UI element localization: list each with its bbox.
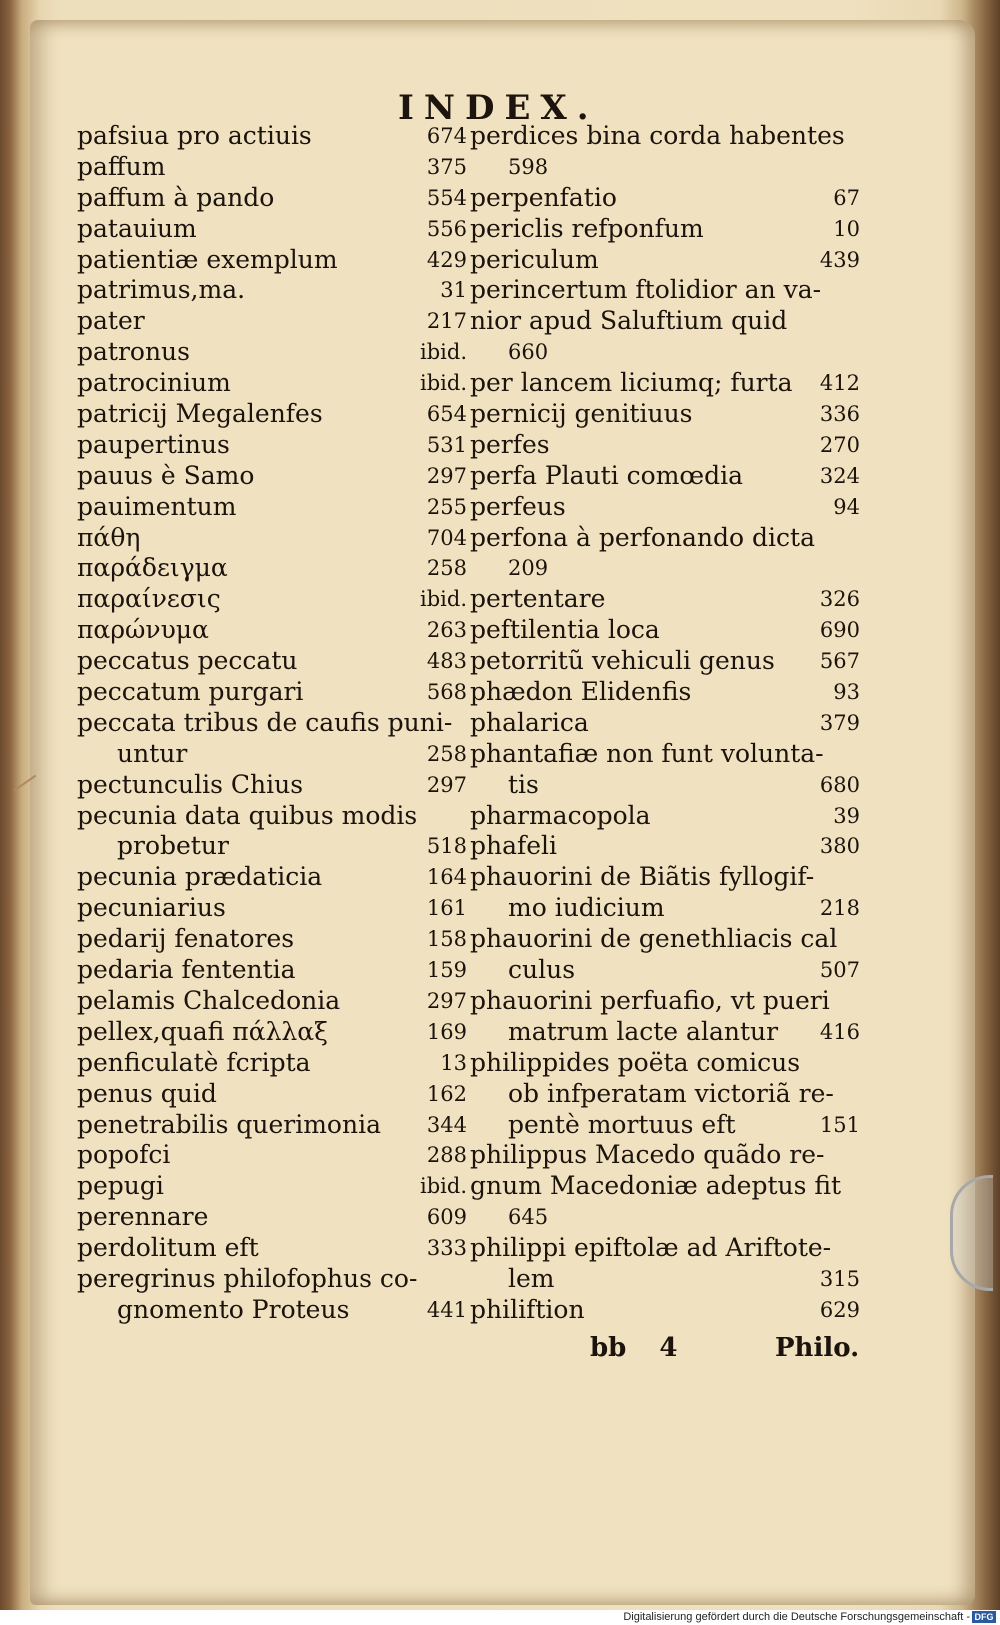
index-term: pecunia prædaticia — [77, 862, 323, 892]
index-entry — [77, 646, 467, 677]
index-entry — [77, 523, 467, 554]
index-term: petorritũ vehiculi genus — [470, 646, 775, 676]
index-term: phauorini de genethliacis cal — [470, 924, 838, 954]
page-clip-mark — [950, 1175, 993, 1291]
index-term: mo iudicium — [508, 893, 665, 923]
index-entry — [77, 1110, 467, 1141]
index-term: pertentare — [470, 584, 606, 614]
page-reference: 258 — [426, 556, 467, 581]
index-entry — [77, 584, 467, 615]
index-entry — [77, 1048, 467, 1079]
page-reference: 31 — [440, 278, 467, 303]
index-term: pecuniarius — [77, 893, 226, 923]
catchword: Philo. — [775, 1333, 860, 1363]
index-entry — [470, 955, 870, 986]
index-entry — [470, 152, 870, 183]
index-term: pelamis Chalcedonia — [77, 985, 341, 1015]
index-entry — [77, 183, 467, 214]
index-term: perdolitum eft — [77, 1233, 259, 1263]
index-entry — [77, 337, 467, 368]
index-term: phalarica — [470, 707, 589, 737]
index-entry — [470, 306, 870, 337]
index-entry — [77, 1140, 467, 1171]
page-reference: 162 — [426, 1081, 467, 1106]
index-term: patientiæ exemplum — [77, 244, 338, 274]
index-term: penus quid — [77, 1078, 217, 1108]
credit-bar — [0, 1610, 1000, 1625]
index-term: perpenfatio — [470, 182, 617, 212]
index-term: penficulatè fcripta — [77, 1047, 311, 1077]
index-term: paupertinus — [77, 429, 230, 459]
index-entry — [470, 430, 870, 461]
page-reference: 158 — [426, 927, 467, 952]
index-entry — [470, 492, 870, 523]
index-term: pedaria fententia — [77, 955, 296, 985]
index-term: perincertum ftolidior an va- — [470, 275, 822, 305]
index-entry — [77, 1233, 467, 1264]
index-entry — [77, 275, 467, 306]
index-entry — [470, 337, 870, 368]
index-term: patrocinium — [77, 368, 231, 398]
page-reference: 297 — [426, 772, 467, 797]
index-term: pedarij fenatores — [77, 924, 295, 954]
page-reference: 218 — [819, 896, 860, 921]
index-term: popofci — [77, 1140, 171, 1170]
page-reference: 439 — [819, 247, 860, 272]
index-term: παρώνυμα — [77, 615, 209, 645]
index-term: perfeus — [470, 491, 566, 521]
index-entry — [470, 924, 870, 955]
index-term: lem — [508, 1263, 555, 1293]
index-term: pecunia data quibus modis — [77, 800, 418, 830]
page-reference: 690 — [819, 618, 860, 643]
index-entry — [77, 461, 467, 492]
page-reference: 315 — [819, 1266, 860, 1291]
page-reference: 169 — [426, 1019, 467, 1044]
index-term: probetur — [117, 831, 229, 861]
index-entry — [77, 1171, 467, 1202]
page-reference: 164 — [426, 865, 467, 890]
page-reference: 324 — [819, 463, 860, 488]
index-entry — [77, 924, 467, 955]
index-term: peccatus peccatu — [77, 646, 298, 676]
index-entry — [77, 368, 467, 399]
index-entry — [77, 893, 467, 924]
page-reference: ibid. — [420, 340, 467, 365]
page-reference: 674 — [426, 124, 467, 148]
page-reference: 297 — [426, 463, 467, 488]
index-term: paffum à pando — [77, 182, 275, 212]
index-term: peccata tribus de caufis puni- — [77, 707, 453, 737]
index-term: periculum — [470, 244, 599, 274]
index-term: philippus Macedo quãdo re- — [470, 1140, 825, 1170]
page-reference: 326 — [819, 587, 860, 612]
page-reference: 380 — [819, 834, 860, 859]
page-reference: 654 — [426, 402, 467, 427]
index-term: nior apud Saluftium quid — [470, 306, 788, 336]
page-reference: 416 — [819, 1019, 860, 1044]
index-term: pafsiua pro actiuis — [77, 121, 312, 150]
page-reference: 217 — [426, 309, 467, 334]
index-entry — [470, 1202, 870, 1233]
index-entry — [77, 986, 467, 1017]
page-reference: 507 — [819, 958, 860, 983]
page-reference: 483 — [426, 649, 467, 674]
index-entry — [77, 245, 467, 276]
index-term: patricij Megalenfes — [77, 399, 323, 429]
index-entry — [470, 1233, 870, 1264]
page-reference: 531 — [426, 432, 467, 457]
page-reference: 645 — [508, 1205, 549, 1230]
page-reference: 93 — [833, 680, 860, 705]
page-reference: 375 — [426, 154, 467, 179]
index-entry — [77, 430, 467, 461]
index-entry — [470, 275, 870, 306]
index-term: philiftion — [470, 1294, 585, 1324]
index-entry — [77, 739, 467, 770]
credit-text: Digitalisierung gefördert durch die Deutsche Forschungsgemeinschaft - — [623, 1611, 970, 1623]
index-term: patronus — [77, 337, 190, 367]
page-reference: 680 — [819, 772, 860, 797]
index-term: perfona à perfonando dicta — [470, 522, 815, 552]
index-term: pauus è Samo — [77, 460, 255, 490]
index-entry — [470, 523, 870, 554]
index-entry — [77, 862, 467, 893]
index-term: peregrinus philofophus co- — [77, 1263, 418, 1293]
index-term: phantafiæ non funt volunta- — [470, 738, 824, 768]
page-reference: 159 — [426, 958, 467, 983]
index-term: philippi epiftolæ ad Ariftote- — [470, 1233, 832, 1263]
index-entry — [77, 152, 467, 183]
index-entry — [470, 183, 870, 214]
index-term: pater — [77, 306, 145, 336]
page-reference: 67 — [833, 185, 860, 210]
page-reference: 344 — [426, 1112, 467, 1137]
index-term: perfa Plauti comœdia — [470, 460, 744, 490]
index-entry — [470, 708, 870, 739]
index-entry — [470, 646, 870, 677]
page-reference: 704 — [426, 525, 467, 550]
index-term: pernicij genitiuus — [470, 399, 693, 429]
page-reference: 568 — [426, 680, 467, 705]
index-term: pepugi — [77, 1171, 164, 1201]
page-reference: 598 — [508, 154, 549, 179]
index-term: παράδειγμα — [77, 553, 228, 583]
index-term: peccatum purgari — [77, 677, 304, 707]
index-term: pauimentum — [77, 491, 237, 521]
page-reference: 429 — [426, 247, 467, 272]
index-entry — [470, 553, 870, 584]
index-entry — [77, 1264, 467, 1295]
index-entry — [77, 1295, 467, 1326]
index-term: phædon Elidenfis — [470, 677, 692, 707]
index-term: culus — [508, 955, 576, 985]
index-entry — [470, 584, 870, 615]
index-entry — [77, 615, 467, 646]
index-entry — [470, 801, 870, 832]
index-entry — [77, 831, 467, 862]
index-term: periclis refponfum — [470, 213, 704, 243]
index-term: gnomento Proteus — [117, 1294, 350, 1324]
index-entry — [77, 801, 467, 832]
page-reference: ibid. — [420, 1174, 467, 1199]
index-entry — [470, 1140, 870, 1171]
index-entry — [470, 368, 870, 399]
index-term: patrimus,ma. — [77, 275, 246, 305]
page-reference: 10 — [833, 216, 860, 241]
index-term: gnum Macedoniæ adeptus fit — [470, 1171, 842, 1201]
index-entry — [470, 214, 870, 245]
index-term: per lancem liciumq; furta — [470, 368, 793, 398]
index-entry — [77, 1202, 467, 1233]
index-term: paffum — [77, 151, 166, 181]
page-reference: 209 — [508, 556, 549, 581]
index-entry — [77, 708, 467, 739]
signature-mark: bb 4 — [590, 1333, 678, 1363]
index-entry — [77, 553, 467, 584]
index-entry — [77, 306, 467, 337]
index-term: pharmacopola — [470, 800, 651, 830]
index-entry — [470, 1079, 870, 1110]
index-entry — [77, 121, 467, 152]
index-term: perdices bina corda habentes — [470, 121, 845, 150]
page-reference: 288 — [426, 1143, 467, 1168]
page-reference: 39 — [833, 803, 860, 828]
index-entry — [77, 1079, 467, 1110]
page-reference: 660 — [508, 340, 549, 365]
index-entry — [470, 831, 870, 862]
index-term: peftilentia loca — [470, 615, 660, 645]
page-reference: 161 — [426, 896, 467, 921]
index-entry — [470, 893, 870, 924]
index-term: philippides poëta comicus — [470, 1047, 801, 1077]
page-reference: 379 — [819, 710, 860, 735]
index-term: perfes — [470, 429, 550, 459]
index-term: παραίνεσις — [77, 584, 221, 614]
index-term: ob infperatam victoriã re- — [508, 1078, 834, 1108]
index-term: phauorini perfuafio, vt pueri — [470, 985, 830, 1015]
index-term: matrum lacte alantur — [508, 1016, 779, 1046]
page-reference: 554 — [426, 185, 467, 210]
index-entry — [470, 739, 870, 770]
index-entry — [77, 1017, 467, 1048]
index-entry — [470, 677, 870, 708]
index-term: pectunculis Chius — [77, 769, 304, 799]
index-term: untur — [117, 738, 188, 768]
page-reference: 567 — [819, 649, 860, 674]
page-reference: 297 — [426, 988, 467, 1013]
page-reference: 441 — [426, 1297, 467, 1322]
dfg-logo: DFG — [972, 1611, 996, 1623]
index-term: tis — [508, 769, 539, 799]
index-entry — [77, 770, 467, 801]
page-reference: 270 — [819, 432, 860, 457]
page-reference: 518 — [426, 834, 467, 859]
page-reference: 336 — [819, 402, 860, 427]
index-entry — [470, 1110, 870, 1141]
index-entry — [470, 615, 870, 646]
page-reference: 412 — [819, 371, 860, 396]
page-reference: 263 — [426, 618, 467, 643]
index-term: phafeli — [470, 831, 558, 861]
index-term: pellex,quafi πάλλαξ — [77, 1016, 328, 1046]
index-column-left — [77, 121, 467, 1326]
page-reference: ibid. — [420, 587, 467, 612]
page-reference: 333 — [426, 1236, 467, 1261]
index-term: penetrabilis querimonia — [77, 1109, 381, 1139]
page-reference: 556 — [426, 216, 467, 241]
page-reference: 151 — [819, 1112, 860, 1137]
index-entry — [77, 399, 467, 430]
index-entry — [470, 245, 870, 276]
index-term: phauorini de Biãtis fyllogif- — [470, 862, 815, 892]
index-term: πάθη — [77, 522, 141, 552]
index-term: perennare — [77, 1202, 209, 1232]
index-entry — [77, 214, 467, 245]
index-entry — [470, 399, 870, 430]
index-entry — [470, 1048, 870, 1079]
index-entry — [470, 986, 870, 1017]
page-reference: 94 — [833, 494, 860, 519]
index-entry — [470, 1171, 870, 1202]
page-reference: 258 — [426, 741, 467, 766]
page-reference: 629 — [819, 1297, 860, 1322]
index-entry — [470, 461, 870, 492]
page-reference: 255 — [426, 494, 467, 519]
index-column-right — [470, 121, 870, 1326]
index-entry — [470, 121, 870, 152]
index-entry — [77, 677, 467, 708]
index-entry — [470, 1295, 870, 1326]
page-heading: INDEX. — [398, 88, 599, 128]
index-entry — [470, 770, 870, 801]
index-entry — [470, 1264, 870, 1295]
index-entry — [77, 955, 467, 986]
index-term: pentè mortuus eft — [508, 1109, 736, 1139]
page-reference: 609 — [426, 1205, 467, 1230]
page-reference: ibid. — [420, 371, 467, 396]
page-reference: 13 — [440, 1050, 467, 1075]
index-term: patauium — [77, 213, 197, 243]
index-entry — [470, 1017, 870, 1048]
index-entry — [470, 862, 870, 893]
index-entry — [77, 492, 467, 523]
